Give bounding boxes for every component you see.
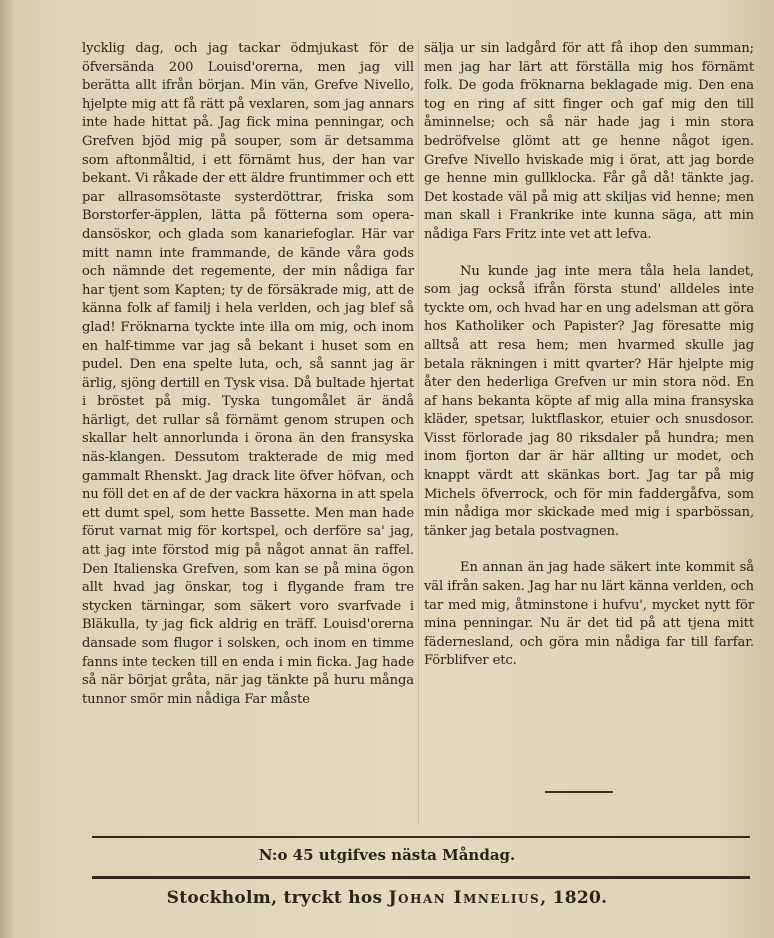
imprint-prefix: Stockholm, tryckt hos: [166, 888, 389, 908]
right-paragraph-1: sälja ur sin ladgård för att få ihop den summan; men jag har lärt att förställa mig hos förnämt folk. De goda fröknarna beklagade mig. Den ena tog en ring af sitt finger och gaf mig den till åminnelse; och så när hade jag i min stora bedröfvelse glömt att ge henne något igen. Grefve Nivello hviskade mig i örat, att jag borde ge henne min gullklocka. Får gå då! tänkte jag. Det kostade väl på mig att skiljas vid henne; men man skall i Frankrike inte kunna säga, att min nådiga Fars Fritz inte vet att lefva.: [424, 41, 754, 242]
left-column: [82, 40, 414, 709]
right-column: [424, 40, 754, 671]
right-paragraph-2: Nu kunde jag inte mera tåla hela landet, som jag också ifrån första stund' alldeles inte tyckte om, och hvad har en ung adelsman att göra hos Katholiker och Papister? Jag föresatte mig alltså att resa hem; men hvarmed skulle jag betala räkningen i mitt qvarter? Här hjelpte mig åter den hederliga Grefven ur min stora nöd. En af hans bekanta köpte af mig alla mina fransyska kläder, spetsar, luktflaskor, etuier och snusdosor. Visst förlorade jag 80 riksdaler på hundra; men inom fjorton dar är här allting ur modet, och knappt värdt att skänkas bort. Jag tar på mig Michels öfverrock, och för min faddergåfva, som min nådiga mor skickade med mig i sparbössan, tänker jag betala postvagnen.: [424, 263, 754, 539]
right-paragraph-3: En annan än jag hade säkert inte kommit så väl ifrån saken. Jag har nu lärt känna verlden, och tar med mig, åtminstone i hufvu', mycket nytt för mina penningar. Nu är det tid på att tjena mitt fädernesland, och göra min nådiga far till farfar. Förblifver etc.: [424, 560, 754, 669]
printer-name: Johan Imnelius: [388, 888, 541, 908]
column-divider: [418, 40, 419, 825]
left-column-text: lycklig dag, och jag tackar ödmjukast för de öfversända 200 Louisd'orerna, men jag vill berätta allt ifrån början. Min vän, Grefve Nivello, hjelpte mig att få rätt på vexlaren, som jag annars inte hade hittat på. Jag fick mina penningar, och Grefven bjöd mig på souper, som är detsamma som aftonmåltid, i ett förnämt hus, der han var bekant. Vi råkade der ett äldre fruntimmer och ett par allrasomsötaste systerdöttrar, friska som Borstorfer-äpplen, lätta på fötterna som opera-dansöskor, och glada som kanariefoglar. Här var mitt namn inte frammande, de kände våra gods och nämnde det regemente, der min nådiga far har tjent som Kapten; ty de försäkrade mig, att de känna folk af familj i hela verlden, och jag blef så glad! Fröknarna tyckte inte illa om mig, och inom en half-timme var jag så bekant i huset som en pudel. Den ena spelte luta, och, så sannt jag är ärlig, sjöng dertill en Tysk visa. Då bultade hjertat i bröstet på mig. Tyska tungomålet är ändå härligt, det rullar så förnämt genom strupen och skallar helt annorlunda i örona än den fransyska näs-klangen. Dessutom trakterade de mig med gammalt Rhenskt. Jag drack lite öfver höfvan, och nu föll det en af de der vackra häxorna in att spela ett dumt spel, som hette Bassette. Men man hade förut varnat mig för kortspel, och derföre sa' jag, att jag inte förstod mig på något annat än raffel. Den Italienska Grefven, som kan se på mina ögon allt hvad jag önskar, tog i flygande fram tre stycken tärningar, som säkert voro svarfvade i Bläkulla, ty jag fick aldrig en träff. Louisd'orerna dansade som flugor i solsken, och inom en timme fanns inte tecken till en enda i min ficka. Jag hade så när börjat gråta, när jag tänkte på huru många tunnor smör min nådiga Far måste: [82, 41, 414, 707]
footer-rule-bottom: [92, 876, 750, 879]
next-issue-notice: N:o 45 utgifves nästa Måndag.: [258, 846, 516, 864]
imprint-line: [0, 888, 774, 908]
article-end-rule: [545, 791, 613, 793]
imprint-suffix: , 1820.: [540, 888, 608, 908]
page-edge-shadow: [0, 0, 14, 938]
footer-rule-top: [92, 836, 750, 838]
